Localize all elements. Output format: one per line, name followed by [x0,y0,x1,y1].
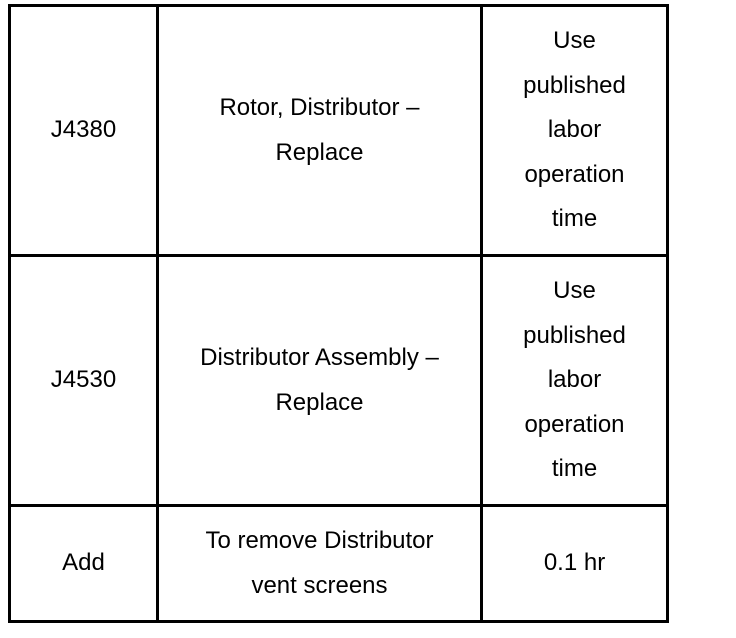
operation-time-line: Use [553,27,596,55]
table-row [10,6,668,256]
operation-description-cell [158,256,482,506]
operation-code: Add [62,549,105,577]
operation-time-line: labor [547,116,602,144]
operation-time-line: operation [524,410,625,438]
operation-time-cell [482,6,668,256]
operation-code-cell [10,506,158,622]
operation-description-line: To remove Distributor [205,527,434,554]
operation-time-line: time [551,455,598,483]
operation-description-cell [158,6,482,256]
operation-description-line: Replace [275,388,364,416]
labor-operations-table [8,4,669,623]
table-row [10,256,668,506]
operation-description-line: vent screens [251,571,388,599]
operation-time-line: 0.1 hr [543,549,606,577]
operation-description-line: Rotor, Distributor – [219,94,420,121]
operation-time-line: operation [524,160,625,188]
operation-code-cell [10,256,158,506]
operation-time-line: time [551,205,598,233]
operation-code: J4380 [50,116,117,144]
operation-time-line: published [523,321,626,349]
operation-description-line: Replace [275,138,364,166]
operation-time-cell [482,256,668,506]
operation-description-line: Distributor Assembly – [200,344,439,371]
table-row [10,506,668,622]
operation-description-cell [158,506,482,622]
operation-time-line: published [523,71,626,99]
operation-time-line: Use [553,277,596,305]
operation-code-cell [10,6,158,256]
operation-code: J4530 [50,366,117,394]
operation-time-line: labor [547,366,602,394]
operation-time-cell [482,506,668,622]
